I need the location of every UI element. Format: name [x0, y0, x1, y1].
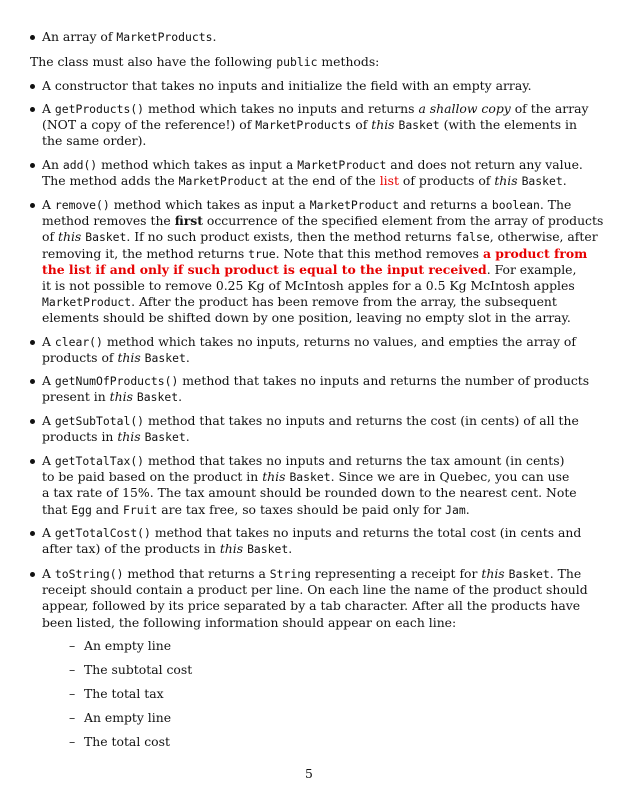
- bullet-dot: [30, 459, 35, 464]
- sub-item-total-tax: – The total tax: [69, 686, 164, 701]
- bullet-line: An array of MarketProducts.: [42, 29, 217, 44]
- bullet-get-sub-total: A getSubTotal() method that takes no inputs and returns the cost (in cents) of all the products in this Basket.: [42, 413, 564, 445]
- bullet-dot: [30, 163, 35, 168]
- sub-item-total-cost: – The total cost: [69, 734, 170, 749]
- highlight-remove-condition: the list if and only if such product is equal to the input received: [42, 261, 487, 277]
- bullet-dot: [30, 572, 35, 577]
- sub-item-empty-line: – An empty line: [69, 638, 172, 653]
- intro-paragraph: The class must also have the following public methods:: [30, 54, 380, 69]
- highlight-remove-condition: a product from: [482, 245, 588, 261]
- bullet-dot: [30, 203, 35, 208]
- bullet-clear: A clear() method which takes no inputs, returns no values, and empties the array of products of this Basket.: [42, 334, 564, 366]
- bullet-dot: [30, 35, 35, 40]
- bullet-remove: A remove() method which takes as input a MarketProduct and returns a boolean. The method removes the first occurrence of the specified element from the array of products of this Basket. If no such product exists, then the method returns false, otherwise, after removing it, the method returns true. Note that this method removes a product from the list if and only if such product is equal to the input received. For example, it is not possible to remove 0.25 Kg of McIntosh apples for a 0.5 Kg McIntosh apples MarketProduct. After the product has been remove from the array, the subsequent elements should be shifted down by one position, leaving no empty slot in the array.: [42, 197, 564, 327]
- bullet-get-total-tax: A getTotalTax() method that takes no inputs and returns the tax amount (in cents) to be paid based on the product in this Basket. Since we are in Quebec, you can use a tax rate of 15%. The tax amount should be rounded down to the nearest cent. Note that Egg and Fruit are tax free, so taxes should be paid only for Jam.: [42, 453, 564, 518]
- bullet-dot: [30, 340, 35, 345]
- bullet-market-products-array: [42, 29, 564, 45]
- sub-item-subtotal-cost: – The subtotal cost: [69, 662, 193, 677]
- bullet-dot: [30, 419, 35, 424]
- bullet-get-num-of-products: A getNumOfProducts() method that takes no inputs and returns the number of products present in this Basket.: [42, 373, 564, 405]
- bullet-to-string: A toString() method that returns a String representing a receipt for this Basket. The receipt should contain a product per line. On each line the name of the product should appear, followed by its price separated by a tab character. After all the products have been listed, the following information should appear on each line:: [42, 566, 564, 631]
- sub-item-empty-line-2: – An empty line: [69, 710, 172, 725]
- bullet-dot: [30, 531, 35, 536]
- bullet-get-products: A getProducts() method which takes no inputs and returns a shallow copy of the array (NOT a copy of the reference!) of MarketProducts of this Basket (with the elements in the same order).: [42, 101, 564, 150]
- page-number: 5: [305, 766, 313, 781]
- bullet-add: An add() method which takes as input a MarketProduct and does not return any value. The method adds the MarketProduct at the end of the list of products of this Basket.: [42, 157, 564, 189]
- bullet-dot: [30, 107, 35, 112]
- bullet-get-total-cost: A getTotalCost() method that takes no inputs and returns the total cost (in cents and after tax) of the products in this Basket.: [42, 525, 564, 557]
- bullet-dot: [30, 84, 35, 89]
- bullet-dot: [30, 379, 35, 384]
- bullet-constructor: A constructor that takes no inputs and initialize the field with an empty array.: [42, 78, 564, 94]
- highlight-list: list: [379, 173, 399, 189]
